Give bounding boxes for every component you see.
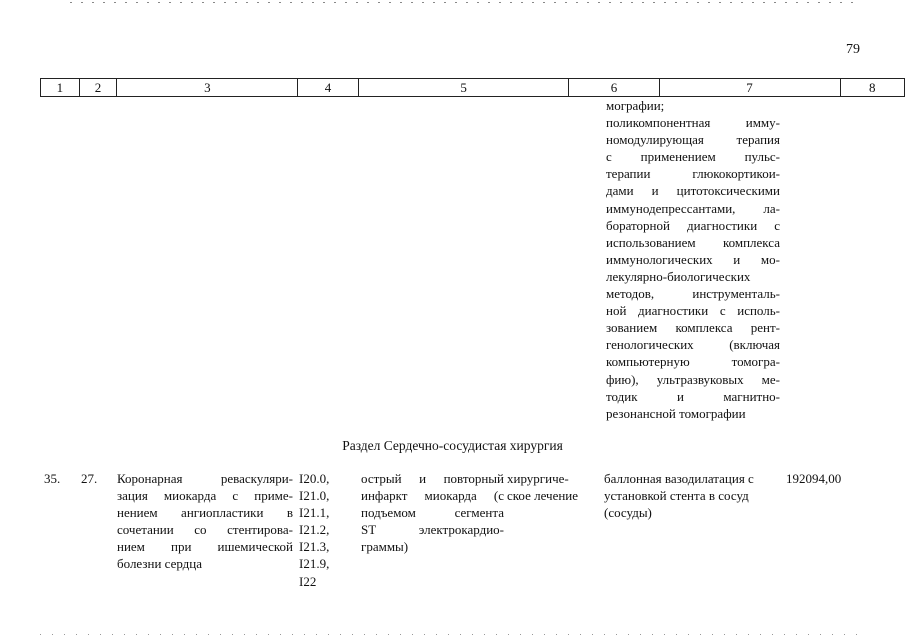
text-line: поликомпонентная имму- <box>606 115 780 131</box>
text-line: резонансной томографии <box>606 405 746 421</box>
cost-cell <box>786 470 856 487</box>
column-header-6: 6 <box>569 79 659 97</box>
text-line: нением ангиопластики в <box>117 505 293 521</box>
icd-code: I21.0, <box>299 488 330 504</box>
text-line: баллонная вазодилатация с <box>604 471 754 486</box>
text-line: ной диагностики с исполь- <box>606 303 780 319</box>
text-line: мографии; <box>606 98 665 113</box>
icd-code: I21.2, <box>299 522 330 538</box>
text-line: методов, инструменталь- <box>606 286 780 302</box>
text-line: использованием комплекса <box>606 234 780 250</box>
text-line: ское лечение <box>507 488 579 504</box>
icd-code: I22 <box>299 573 317 589</box>
text-line: установкой стента в сосуд <box>604 488 749 504</box>
text-line: генологических (включая <box>606 337 780 353</box>
text-line: ST электрокардио- <box>361 522 504 538</box>
care-type-cell <box>117 470 293 573</box>
text-line: терапии глюкокортикои- <box>606 166 780 182</box>
group-number: 27. <box>81 471 98 486</box>
cost-value: 192094,00 <box>786 471 842 486</box>
text-line: инфаркт миокарда (с <box>361 488 504 504</box>
column-header-1: 1 <box>41 79 80 97</box>
text-line: болезни сердца <box>117 556 203 572</box>
page-number: 79 <box>846 42 860 57</box>
column-header-7: 7 <box>659 79 840 97</box>
text-line: зация миокарда с приме- <box>117 488 293 504</box>
text-line: тодик и магнитно- <box>606 388 780 404</box>
icd-code: I21.3, <box>299 539 330 555</box>
text-line: хирургиче- <box>507 471 569 486</box>
scan-noise-top <box>0 2 905 3</box>
text-line: компьютерную томогра- <box>606 354 780 370</box>
text-line: с применением пульс- <box>606 149 780 165</box>
icd-code: I21.9, <box>299 556 330 572</box>
text-line: фию), ультразвуковых ме- <box>606 371 780 387</box>
text-line: лекулярно-биологических <box>606 268 751 284</box>
column-header-4: 4 <box>298 79 358 97</box>
text-line: подъемом сегмента <box>361 505 504 521</box>
icd-code: I20.0, <box>299 471 330 486</box>
text-line: нием при ишемической <box>117 539 293 555</box>
text-line: дами и цитотоксическими <box>606 183 780 199</box>
column-header-3: 3 <box>117 79 298 97</box>
patient-model-cell <box>361 470 504 555</box>
icd-codes-cell <box>299 470 339 590</box>
column-header-row <box>40 78 905 97</box>
column-header-5: 5 <box>358 79 569 97</box>
icd-code: I21.1, <box>299 505 330 521</box>
column-header-2: 2 <box>79 79 117 97</box>
scan-noise-bottom <box>0 634 905 635</box>
text-line: бораторной диагностики с <box>606 217 780 233</box>
text-line: острый и повторный <box>361 471 504 486</box>
continued-column-7-text <box>606 97 780 422</box>
row-number-cell <box>44 470 72 487</box>
group-number-cell <box>81 470 111 487</box>
column-header-8: 8 <box>840 79 904 97</box>
text-line: сочетании со стентирова- <box>117 522 293 538</box>
text-line: граммы) <box>361 539 409 555</box>
section-title: Раздел Сердечно-сосудистая хирургия <box>342 438 563 453</box>
treatment-method-cell <box>604 470 782 521</box>
text-line: иммунодепрессантами, ла- <box>606 200 780 216</box>
text-line: иммунологических и мо- <box>606 251 780 267</box>
text-line: номодулирующая терапия <box>606 132 780 148</box>
text-line: Коронарная реваскуляри- <box>117 471 293 486</box>
text-line: зованием комплекса рент- <box>606 320 780 336</box>
text-line: (сосуды) <box>604 505 652 521</box>
treatment-type-cell <box>507 470 599 504</box>
row-number: 35. <box>44 471 61 486</box>
